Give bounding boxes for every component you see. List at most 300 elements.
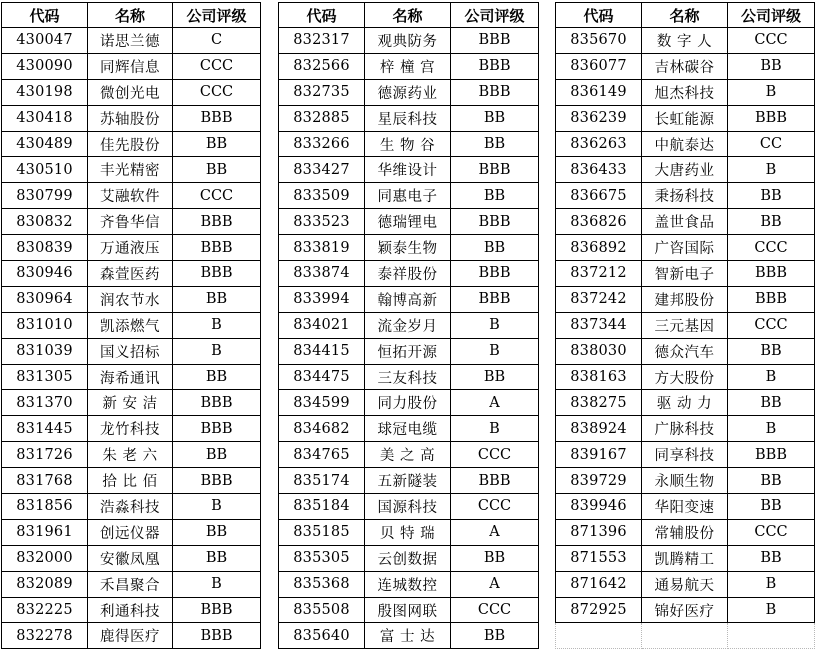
stock-code-cell: 836675 bbox=[556, 183, 642, 209]
stock-code-cell: 832278 bbox=[2, 623, 88, 649]
company-name-cell: 驱 动 力 bbox=[642, 390, 728, 416]
company-name-cell: 颖泰生物 bbox=[365, 235, 451, 261]
company-name-cell: 殷图网联 bbox=[365, 597, 451, 623]
table-row bbox=[279, 442, 539, 468]
rating-cell: BBB bbox=[451, 209, 539, 235]
company-name-cell: 旭杰科技 bbox=[642, 79, 728, 105]
stock-code-cell: 835508 bbox=[279, 597, 365, 623]
rating-cell: BBB bbox=[451, 79, 539, 105]
rating-cell: B bbox=[173, 494, 261, 520]
stock-code-cell: 837242 bbox=[556, 286, 642, 312]
rating-cell: BBB bbox=[173, 261, 261, 287]
company-name-cell: 微创光电 bbox=[88, 79, 173, 105]
table-row bbox=[556, 519, 815, 545]
rating-cell: BBB bbox=[173, 623, 261, 649]
rating-cell: BBB bbox=[728, 286, 815, 312]
stock-code-cell: 834765 bbox=[279, 442, 365, 468]
rating-cell: A bbox=[451, 390, 539, 416]
company-name-cell: 丰光精密 bbox=[88, 157, 173, 183]
rating-cell: B bbox=[728, 364, 815, 390]
table-body bbox=[2, 28, 261, 649]
table-row bbox=[556, 235, 815, 261]
rating-cell: BBB bbox=[451, 468, 539, 494]
table-row bbox=[556, 597, 815, 623]
stock-code-cell: 832885 bbox=[279, 105, 365, 131]
company-name-cell: 同力股份 bbox=[365, 390, 451, 416]
table-row bbox=[2, 442, 261, 468]
company-name-cell: 拾 比 佰 bbox=[88, 468, 173, 494]
rating-cell: B bbox=[451, 416, 539, 442]
rating-cell: BB bbox=[728, 545, 815, 571]
rating-cell: BB bbox=[728, 53, 815, 79]
table-row bbox=[556, 209, 815, 235]
company-name-cell: 方大股份 bbox=[642, 364, 728, 390]
stock-code-cell: 833819 bbox=[279, 235, 365, 261]
company-name-cell: 流金岁月 bbox=[365, 312, 451, 338]
table-row bbox=[556, 157, 815, 183]
table-row bbox=[279, 79, 539, 105]
company-name-cell: 浩淼科技 bbox=[88, 494, 173, 520]
company-name-cell: 德源药业 bbox=[365, 79, 451, 105]
table-row bbox=[556, 183, 815, 209]
table-row bbox=[556, 131, 815, 157]
table-row bbox=[556, 416, 815, 442]
company-name-cell: 万通液压 bbox=[88, 235, 173, 261]
stock-code-cell: 835368 bbox=[279, 571, 365, 597]
company-name-cell: 利通科技 bbox=[88, 597, 173, 623]
table-row bbox=[2, 261, 261, 287]
header-rating: 公司评级 bbox=[728, 3, 815, 28]
table-row bbox=[556, 79, 815, 105]
stock-code-cell: 834682 bbox=[279, 416, 365, 442]
stock-code-cell: 830964 bbox=[2, 286, 88, 312]
company-name-cell: 翰博高新 bbox=[365, 286, 451, 312]
company-name-cell: 球冠电缆 bbox=[365, 416, 451, 442]
rating-table-3 bbox=[555, 2, 815, 649]
rating-cell: CCC bbox=[728, 519, 815, 545]
company-name-cell: 森萱医药 bbox=[88, 261, 173, 287]
stock-code-cell: 838924 bbox=[556, 416, 642, 442]
stock-code-cell: 831370 bbox=[2, 390, 88, 416]
header-row bbox=[2, 3, 261, 28]
header-name: 名称 bbox=[642, 3, 728, 28]
table-row bbox=[279, 571, 539, 597]
stock-code-cell: 839729 bbox=[556, 468, 642, 494]
rating-cell: B bbox=[728, 416, 815, 442]
rating-cell: BBB bbox=[173, 209, 261, 235]
stock-code-cell: 833994 bbox=[279, 286, 365, 312]
company-name-cell: 长虹能源 bbox=[642, 105, 728, 131]
stock-code-cell: 834475 bbox=[279, 364, 365, 390]
company-name-cell: 同惠电子 bbox=[365, 183, 451, 209]
table-row bbox=[279, 390, 539, 416]
rating-cell: CC bbox=[728, 131, 815, 157]
rating-cell: BB bbox=[451, 235, 539, 261]
company-name-cell: 广脉科技 bbox=[642, 416, 728, 442]
company-name-cell: 大唐药业 bbox=[642, 157, 728, 183]
stock-code-cell: 830946 bbox=[2, 261, 88, 287]
table-row bbox=[279, 597, 539, 623]
rating-cell: BB bbox=[173, 545, 261, 571]
table-row bbox=[2, 364, 261, 390]
table-row bbox=[2, 390, 261, 416]
table-row bbox=[2, 597, 261, 623]
table-row bbox=[2, 545, 261, 571]
company-name-cell: 创远仪器 bbox=[88, 519, 173, 545]
stock-code-cell: 834599 bbox=[279, 390, 365, 416]
rating-cell: BB bbox=[728, 390, 815, 416]
company-name-cell: 国义招标 bbox=[88, 338, 173, 364]
company-name-cell: 佳先股份 bbox=[88, 131, 173, 157]
rating-cell: B bbox=[728, 597, 815, 623]
company-name-cell: 华阳变速 bbox=[642, 494, 728, 520]
company-name-cell: 广咨国际 bbox=[642, 235, 728, 261]
rating-table-1 bbox=[1, 2, 261, 649]
stock-code-cell: 831445 bbox=[2, 416, 88, 442]
stock-code-cell: 430198 bbox=[2, 79, 88, 105]
company-name-cell: 朱 老 六 bbox=[88, 442, 173, 468]
stock-code-cell: 834021 bbox=[279, 312, 365, 338]
table-body bbox=[556, 28, 815, 649]
header-code: 代码 bbox=[2, 3, 88, 28]
stock-code-cell: 831039 bbox=[2, 338, 88, 364]
rating-cell: BBB bbox=[173, 105, 261, 131]
stock-code-cell: 835305 bbox=[279, 545, 365, 571]
rating-cell: B bbox=[451, 338, 539, 364]
stock-code-cell: 833266 bbox=[279, 131, 365, 157]
company-name-cell: 凯腾精工 bbox=[642, 545, 728, 571]
rating-cell: BBB bbox=[173, 235, 261, 261]
table-row bbox=[2, 79, 261, 105]
rating-cell: BBB bbox=[728, 442, 815, 468]
table-row bbox=[279, 105, 539, 131]
rating-cell: CCC bbox=[451, 494, 539, 520]
stock-code-cell: 831010 bbox=[2, 312, 88, 338]
company-name-cell: 德瑞锂电 bbox=[365, 209, 451, 235]
company-name-cell: 数 字 人 bbox=[642, 28, 728, 54]
table-row bbox=[279, 261, 539, 287]
table-row bbox=[279, 623, 539, 649]
stock-code-cell: 836149 bbox=[556, 79, 642, 105]
table-row bbox=[556, 571, 815, 597]
stock-code-cell: 833874 bbox=[279, 261, 365, 287]
rating-cell: A bbox=[451, 571, 539, 597]
table-row bbox=[556, 545, 815, 571]
stock-code-cell: 833509 bbox=[279, 183, 365, 209]
stock-code-cell: 839167 bbox=[556, 442, 642, 468]
table-row bbox=[279, 131, 539, 157]
table-row bbox=[2, 105, 261, 131]
rating-cell: B bbox=[173, 312, 261, 338]
table-row bbox=[2, 209, 261, 235]
table-row bbox=[556, 338, 815, 364]
header-rating: 公司评级 bbox=[173, 3, 261, 28]
company-name-cell: 永顺生物 bbox=[642, 468, 728, 494]
stock-code-cell: 835185 bbox=[279, 519, 365, 545]
rating-cell: CCC bbox=[728, 312, 815, 338]
table-row bbox=[2, 131, 261, 157]
stock-code-cell: 832317 bbox=[279, 28, 365, 54]
rating-cell: CCC bbox=[728, 235, 815, 261]
company-name-cell: 同享科技 bbox=[642, 442, 728, 468]
company-name-cell: 海希通讯 bbox=[88, 364, 173, 390]
company-name-cell: 艾融软件 bbox=[88, 183, 173, 209]
stock-code-cell: 836077 bbox=[556, 53, 642, 79]
table-row bbox=[279, 157, 539, 183]
stock-code-cell: 835184 bbox=[279, 494, 365, 520]
stock-code-cell: 835640 bbox=[279, 623, 365, 649]
rating-cell: BB bbox=[451, 364, 539, 390]
company-name-cell: 安徽凤凰 bbox=[88, 545, 173, 571]
rating-cell: BBB bbox=[451, 157, 539, 183]
table-row bbox=[2, 235, 261, 261]
company-name-cell: 诺思兰德 bbox=[88, 28, 173, 54]
stock-code-cell: 836892 bbox=[556, 235, 642, 261]
company-name-cell: 连城数控 bbox=[365, 571, 451, 597]
table-row bbox=[2, 519, 261, 545]
stock-code-cell: 830799 bbox=[2, 183, 88, 209]
table-row bbox=[279, 53, 539, 79]
rating-cell: BB bbox=[173, 519, 261, 545]
stock-code-cell: 836263 bbox=[556, 131, 642, 157]
rating-cell: BB bbox=[728, 183, 815, 209]
header-row bbox=[556, 3, 815, 28]
stock-code-cell: 833427 bbox=[279, 157, 365, 183]
table-row bbox=[2, 571, 261, 597]
company-name-cell: 华维设计 bbox=[365, 157, 451, 183]
stock-code-cell: 838163 bbox=[556, 364, 642, 390]
stock-code-cell: 430510 bbox=[2, 157, 88, 183]
company-name-cell: 德众汽车 bbox=[642, 338, 728, 364]
table-row bbox=[556, 494, 815, 520]
company-name-cell: 吉林碳谷 bbox=[642, 53, 728, 79]
stock-code-cell: 837344 bbox=[556, 312, 642, 338]
stock-code-cell: 831856 bbox=[2, 494, 88, 520]
rating-cell: BBB bbox=[728, 261, 815, 287]
table-row bbox=[279, 235, 539, 261]
stock-code-cell: 871396 bbox=[556, 519, 642, 545]
header-code: 代码 bbox=[556, 3, 642, 28]
table-row bbox=[2, 494, 261, 520]
company-name-cell: 恒拓开源 bbox=[365, 338, 451, 364]
company-name-cell: 苏轴股份 bbox=[88, 105, 173, 131]
stock-code-cell: 836826 bbox=[556, 209, 642, 235]
company-name-cell: 云创数据 bbox=[365, 545, 451, 571]
stock-code-cell: 830832 bbox=[2, 209, 88, 235]
stock-code-cell: 872925 bbox=[556, 597, 642, 623]
table-row bbox=[279, 209, 539, 235]
company-name-cell: 智新电子 bbox=[642, 261, 728, 287]
stock-code-cell: 832225 bbox=[2, 597, 88, 623]
rating-cell: BB bbox=[451, 183, 539, 209]
table-row bbox=[556, 261, 815, 287]
table-row bbox=[556, 442, 815, 468]
table-row bbox=[556, 364, 815, 390]
rating-cell: CCC bbox=[173, 183, 261, 209]
table-row bbox=[2, 286, 261, 312]
rating-cell: B bbox=[173, 571, 261, 597]
rating-cell: BBB bbox=[451, 286, 539, 312]
stock-code-cell: 833523 bbox=[279, 209, 365, 235]
table-row bbox=[279, 338, 539, 364]
rating-cell: BBB bbox=[728, 105, 815, 131]
table-row bbox=[279, 28, 539, 54]
company-name-cell: 锦好医疗 bbox=[642, 597, 728, 623]
stock-code-cell: 430090 bbox=[2, 53, 88, 79]
rating-cell: BB bbox=[173, 286, 261, 312]
table-row bbox=[556, 390, 815, 416]
rating-cell: CCC bbox=[173, 53, 261, 79]
company-name-cell: 五新隧装 bbox=[365, 468, 451, 494]
rating-cell: BB bbox=[728, 338, 815, 364]
stock-code-cell: 430047 bbox=[2, 28, 88, 54]
table-row bbox=[2, 312, 261, 338]
header-row bbox=[279, 3, 539, 28]
stock-code-cell: 832000 bbox=[2, 545, 88, 571]
company-name-cell: 常辅股份 bbox=[642, 519, 728, 545]
table-row bbox=[556, 286, 815, 312]
rating-cell: CCC bbox=[451, 442, 539, 468]
rating-cell: BB bbox=[451, 623, 539, 649]
company-name-cell: 美 之 高 bbox=[365, 442, 451, 468]
stock-code-cell: 830839 bbox=[2, 235, 88, 261]
rating-cell: BBB bbox=[173, 390, 261, 416]
rating-cell: BB bbox=[728, 468, 815, 494]
table-row bbox=[279, 468, 539, 494]
table-row bbox=[279, 519, 539, 545]
stock-code-cell: 838275 bbox=[556, 390, 642, 416]
table-row bbox=[2, 623, 261, 649]
table-body bbox=[279, 28, 539, 649]
company-name-cell: 盖世食品 bbox=[642, 209, 728, 235]
table-row bbox=[279, 183, 539, 209]
rating-cell: B bbox=[451, 312, 539, 338]
rating-cell: BB bbox=[451, 131, 539, 157]
rating-cell: BBB bbox=[173, 597, 261, 623]
rating-cell: BBB bbox=[451, 261, 539, 287]
company-name-cell: 新 安 洁 bbox=[88, 390, 173, 416]
rating-cell: BB bbox=[728, 494, 815, 520]
rating-cell: BB bbox=[173, 442, 261, 468]
stock-code-cell: 831726 bbox=[2, 442, 88, 468]
rating-cell: BB bbox=[451, 105, 539, 131]
header-name: 名称 bbox=[88, 3, 173, 28]
rating-cell: B bbox=[728, 157, 815, 183]
stock-code-cell: 831768 bbox=[2, 468, 88, 494]
company-name-cell: 梓 橦 宫 bbox=[365, 53, 451, 79]
table-row bbox=[556, 312, 815, 338]
company-name-cell: 龙竹科技 bbox=[88, 416, 173, 442]
empty-row bbox=[556, 623, 815, 649]
rating-cell: BB bbox=[173, 364, 261, 390]
rating-cell: CCC bbox=[173, 79, 261, 105]
empty-cell bbox=[556, 623, 642, 649]
header-rating: 公司评级 bbox=[451, 3, 539, 28]
table-row bbox=[2, 338, 261, 364]
table-row bbox=[279, 494, 539, 520]
table-row bbox=[279, 312, 539, 338]
company-name-cell: 通易航天 bbox=[642, 571, 728, 597]
rating-cell: CCC bbox=[451, 597, 539, 623]
company-name-cell: 富 士 达 bbox=[365, 623, 451, 649]
table-row bbox=[279, 286, 539, 312]
rating-cell: BBB bbox=[451, 53, 539, 79]
stock-code-cell: 836433 bbox=[556, 157, 642, 183]
stock-code-cell: 871642 bbox=[556, 571, 642, 597]
stock-code-cell: 834415 bbox=[279, 338, 365, 364]
stock-code-cell: 838030 bbox=[556, 338, 642, 364]
header-code: 代码 bbox=[279, 3, 365, 28]
rating-cell: B bbox=[728, 79, 815, 105]
rating-table-2 bbox=[278, 2, 539, 649]
rating-cell: CCC bbox=[728, 28, 815, 54]
company-name-cell: 秉扬科技 bbox=[642, 183, 728, 209]
stock-code-cell: 832089 bbox=[2, 571, 88, 597]
stock-code-cell: 835670 bbox=[556, 28, 642, 54]
rating-cell: BB bbox=[728, 209, 815, 235]
stock-code-cell: 832566 bbox=[279, 53, 365, 79]
rating-cell: C bbox=[173, 28, 261, 54]
rating-cell: A bbox=[451, 519, 539, 545]
table-row bbox=[279, 545, 539, 571]
company-name-cell: 齐鲁华信 bbox=[88, 209, 173, 235]
company-name-cell: 观典防务 bbox=[365, 28, 451, 54]
table-row bbox=[2, 183, 261, 209]
company-name-cell: 建邦股份 bbox=[642, 286, 728, 312]
rating-cell: BBB bbox=[173, 416, 261, 442]
table-row bbox=[556, 105, 815, 131]
stock-code-cell: 831961 bbox=[2, 519, 88, 545]
table-row bbox=[279, 416, 539, 442]
rating-cell: BB bbox=[173, 157, 261, 183]
stock-code-cell: 430418 bbox=[2, 105, 88, 131]
company-name-cell: 星辰科技 bbox=[365, 105, 451, 131]
stock-code-cell: 839946 bbox=[556, 494, 642, 520]
company-name-cell: 贝 特 瑞 bbox=[365, 519, 451, 545]
table-row bbox=[2, 157, 261, 183]
company-name-cell: 泰祥股份 bbox=[365, 261, 451, 287]
company-name-cell: 禾昌聚合 bbox=[88, 571, 173, 597]
stock-code-cell: 430489 bbox=[2, 131, 88, 157]
company-name-cell: 三友科技 bbox=[365, 364, 451, 390]
table-row bbox=[2, 416, 261, 442]
stock-code-cell: 836239 bbox=[556, 105, 642, 131]
rating-cell: BB bbox=[451, 545, 539, 571]
company-name-cell: 鹿得医疗 bbox=[88, 623, 173, 649]
company-name-cell: 同辉信息 bbox=[88, 53, 173, 79]
table-row bbox=[2, 468, 261, 494]
rating-cell: B bbox=[728, 571, 815, 597]
stock-code-cell: 831305 bbox=[2, 364, 88, 390]
header-name: 名称 bbox=[365, 3, 451, 28]
rating-cell: BBB bbox=[451, 28, 539, 54]
table-row bbox=[556, 468, 815, 494]
table-row bbox=[556, 28, 815, 54]
company-name-cell: 中航泰达 bbox=[642, 131, 728, 157]
company-name-cell: 润农节水 bbox=[88, 286, 173, 312]
table-row bbox=[2, 53, 261, 79]
empty-cell bbox=[642, 623, 728, 649]
company-name-cell: 国源科技 bbox=[365, 494, 451, 520]
rating-cell: BB bbox=[173, 131, 261, 157]
company-name-cell: 三元基因 bbox=[642, 312, 728, 338]
rating-cell: B bbox=[173, 338, 261, 364]
stock-code-cell: 871553 bbox=[556, 545, 642, 571]
company-name-cell: 生 物 谷 bbox=[365, 131, 451, 157]
stock-code-cell: 837212 bbox=[556, 261, 642, 287]
table-row bbox=[2, 28, 261, 54]
rating-cell: BBB bbox=[173, 468, 261, 494]
